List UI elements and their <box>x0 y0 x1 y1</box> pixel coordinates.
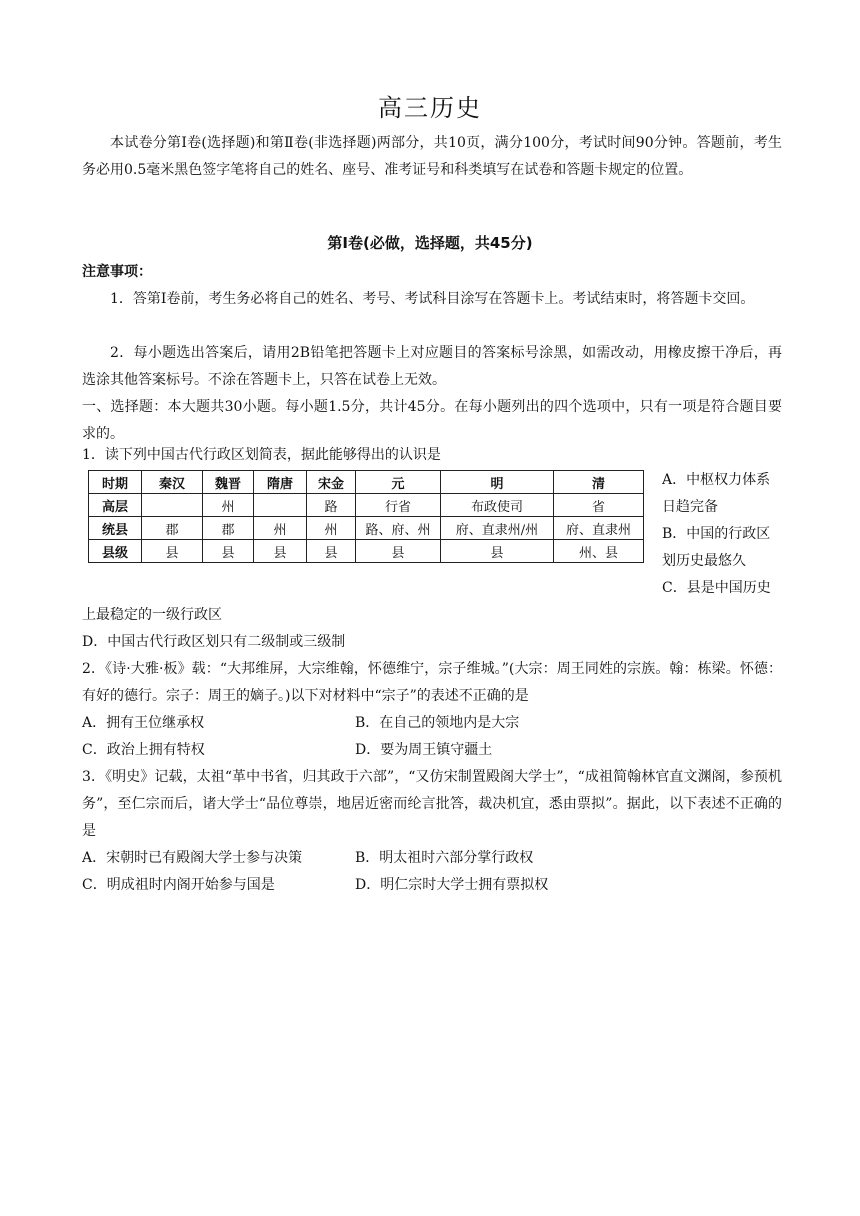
table-cell: 州 <box>254 517 307 540</box>
table-cell: 府、直隶州 <box>554 517 644 540</box>
q1-option-d: D．中国古代行政区划只有二级制或三级制 <box>82 634 346 650</box>
table-header-cell: 秦汉 <box>142 471 203 494</box>
notes-heading: 注意事项： <box>82 264 152 280</box>
table-cell: 路、府、州 <box>356 517 441 540</box>
table-cell <box>254 494 307 517</box>
table-cell: 行省 <box>356 494 441 517</box>
table-header-row <box>89 471 644 494</box>
note-item-1: 1．答第Ⅰ卷前，考生务必将自己的姓名、考号、考试科目涂写在答题卡上。考试结束时，将答题卡交回。 <box>110 291 755 307</box>
table-header-cell: 时期 <box>89 471 142 494</box>
table-cell: 统县 <box>89 517 142 540</box>
table-cell: 府、直隶州/州 <box>441 517 554 540</box>
part-one-instructions: 一、选择题：本大题共30小题。每小题1.5分，共计45分。在每小题列出的四个选项中，只有一项是符合题目要求的。 <box>82 399 782 442</box>
q3-option-d: D．明仁宗时大学士拥有票拟权 <box>355 877 549 893</box>
table-row <box>89 494 644 517</box>
q1-option-a-line1: A．中枢权力体系 <box>662 472 771 488</box>
table-cell: 县 <box>142 540 203 563</box>
table-cell: 县级 <box>89 540 142 563</box>
table-cell: 县 <box>441 540 554 563</box>
q2-option-d: D．要为周王镇守疆土 <box>355 742 493 758</box>
table-cell <box>142 494 203 517</box>
table-cell: 郡 <box>142 517 203 540</box>
note-item-2: 2．每小题选出答案后，请用2B铅笔把答题卡上对应题目的答案标号涂黑，如需改动，用橡皮擦干净后，再选涂其他答案标号。不涂在答题卡上，只答在试卷上无效。 <box>82 345 782 388</box>
q1-option-a-line2: 日趋完备 <box>662 499 718 515</box>
q1-option-b-line1: B．中国的行政区 <box>662 526 771 542</box>
q3-option-c: C．明成祖时内阁开始参与国是 <box>82 877 275 893</box>
table-cell: 县 <box>254 540 307 563</box>
table-cell: 县 <box>307 540 356 563</box>
section-title: 第Ⅰ卷(必做，选择题，共45分) <box>327 234 533 252</box>
question-1-stem: 1．读下列中国古代行政区划简表，据此能够得出的认识是 <box>82 447 441 463</box>
table-cell: 省 <box>554 494 644 517</box>
table-header-cell: 宋金 <box>307 471 356 494</box>
q3-option-a: A．宋朝时已有殿阁大学士参与决策 <box>82 850 303 866</box>
intro-paragraph: 本试卷分第Ⅰ卷(选择题)和第Ⅱ卷(非选择题)两部分，共10页，满分100分，考试时间90分钟。答题前，考生务必用0.5毫米黑色签字笔将自己的姓名、座号、准考证号和科类填写在试卷和答题卡规定的位置。 <box>82 135 782 178</box>
admin-division-table <box>88 470 644 563</box>
table-header-cell: 元 <box>356 471 441 494</box>
table-header-cell: 清 <box>554 471 644 494</box>
table-header-cell: 明 <box>441 471 554 494</box>
q2-option-a: A．拥有王位继承权 <box>82 715 205 731</box>
table-row <box>89 540 644 563</box>
question-2-stem: 2．《诗·大雅·板》载：“大邦维屏，大宗维翰，怀德维宁，宗子维城。”(大宗：周王同姓的宗族。翰：栋梁。怀德：有好的德行。宗子：周王的嫡子。)以下对材料中“宗子”的表述不正确的是 <box>82 661 782 704</box>
table-header-cell: 隋唐 <box>254 471 307 494</box>
table-cell: 县 <box>356 540 441 563</box>
table-header-cell: 魏晋 <box>203 471 254 494</box>
table-cell: 县 <box>203 540 254 563</box>
table-cell: 郡 <box>203 517 254 540</box>
table-cell: 州、县 <box>554 540 644 563</box>
table-cell: 州 <box>203 494 254 517</box>
q1-option-c-line1: C．县是中国历史 <box>662 580 771 596</box>
table-cell: 布政使司 <box>441 494 554 517</box>
table-cell: 高层 <box>89 494 142 517</box>
page-title: 高三历史 <box>378 94 482 122</box>
table-row <box>89 517 644 540</box>
q2-option-c: C．政治上拥有特权 <box>82 742 205 758</box>
table-cell: 路 <box>307 494 356 517</box>
question-3-stem: 3．《明史》记载，太祖“革中书省，归其政于六部”，“又仿宋制置殿阁大学士”，“成祖简翰林官直文渊阁，参预机务”，至仁宗而后，诸大学士“品位尊崇，地居近密而纶言批答，裁决机宜，悉由票拟”。据此，以下表述不正确的是 <box>82 769 782 839</box>
q1-option-b-line2: 划历史最悠久 <box>662 553 746 569</box>
table-cell: 州 <box>307 517 356 540</box>
q1-option-c-line2: 上最稳定的一级行政区 <box>82 607 222 623</box>
q2-option-b: B．在自己的领地内是大宗 <box>355 715 520 731</box>
q3-option-b: B．明太祖时六部分掌行政权 <box>355 850 534 866</box>
